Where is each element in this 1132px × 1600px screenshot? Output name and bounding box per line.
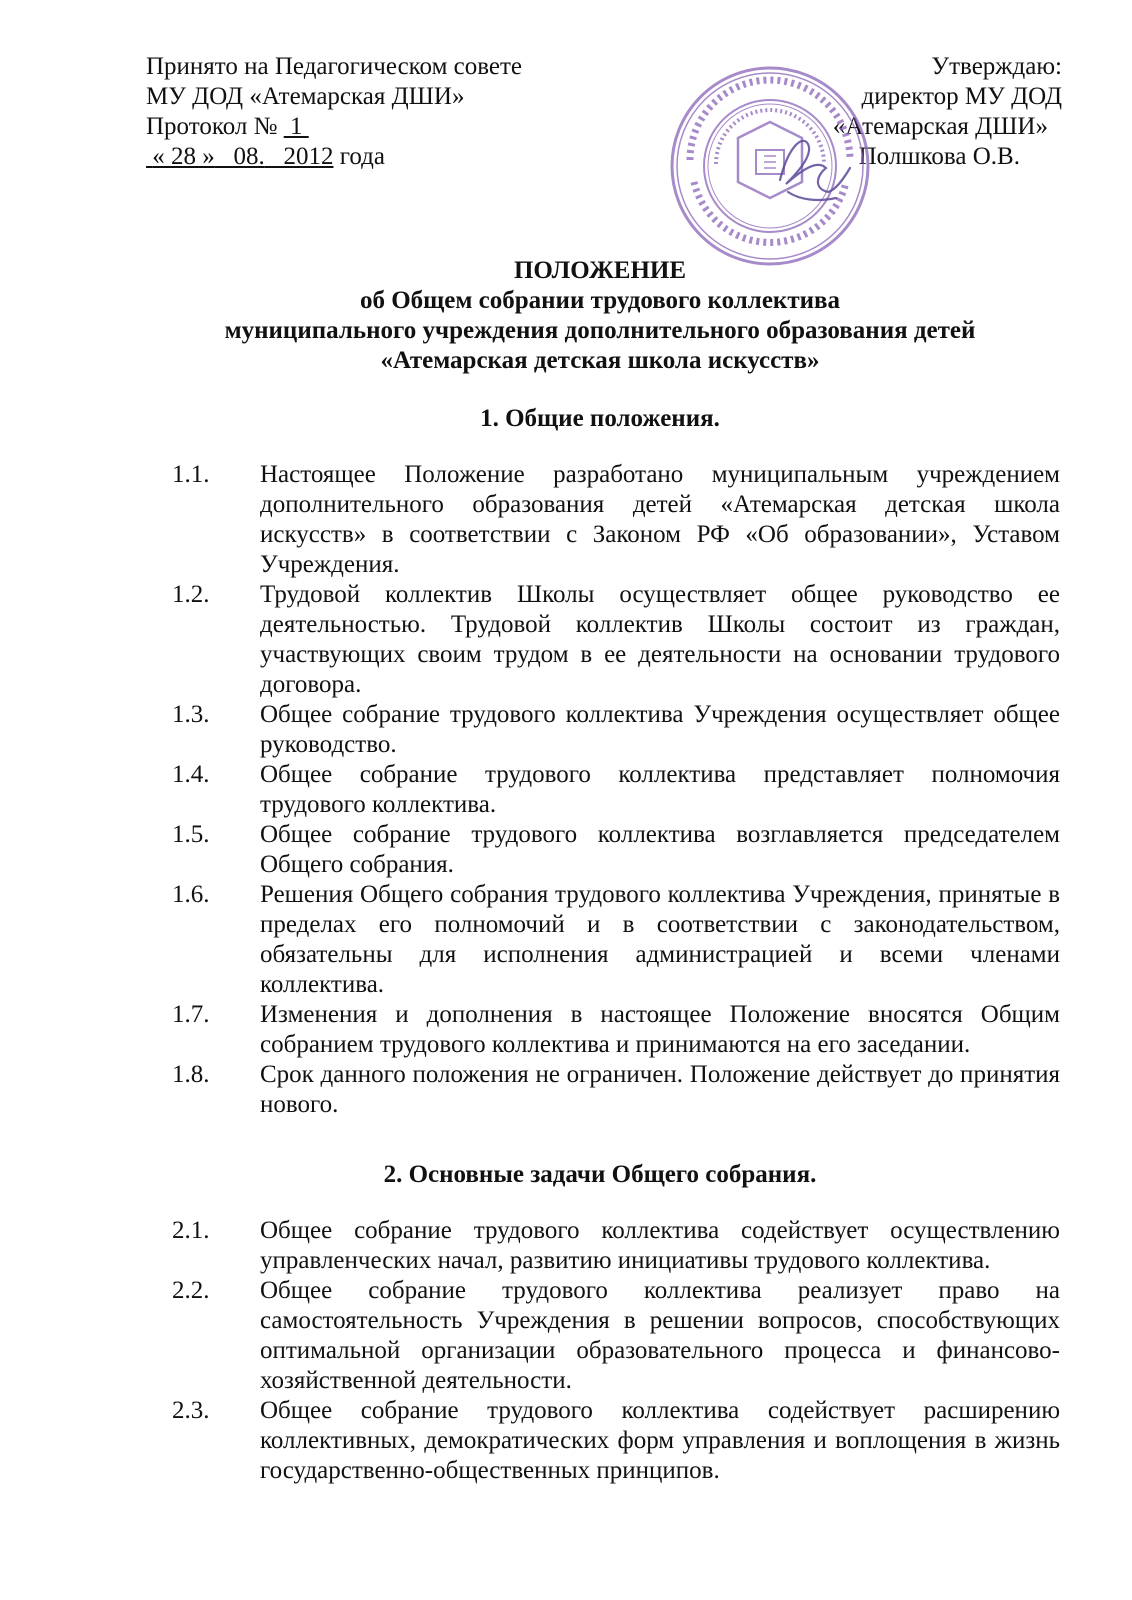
item-text: Изменения и дополнения в настоящее Положение вносятся Общим собранием трудового коллектива и принимаются на его заседании. bbox=[260, 1001, 1060, 1058]
date-day: « 28 » bbox=[152, 143, 215, 170]
item-text: Общее собрание трудового коллектива реализует право на самостоятельность Учреждения в решении вопросов, способствующих оптимальной организации образовательного процесса и финансово-хозяйственной деятельности. bbox=[260, 1277, 1060, 1394]
list-item bbox=[172, 1060, 1060, 1120]
item-number: 2.1. bbox=[172, 1217, 210, 1244]
item-text: Общее собрание трудового коллектива Учреждения осуществляет общее руководство. bbox=[260, 701, 1060, 758]
list-item bbox=[172, 1276, 1060, 1396]
date-line bbox=[146, 142, 522, 172]
item-text: Общее собрание трудового коллектива содействует осуществлению управленческих начал, развитию инициативы трудового коллектива. bbox=[260, 1217, 1060, 1274]
item-text: Общее собрание трудового коллектива содействует расширению коллективных, демократических форм управления и воплощения в жизнь государственно-общественных принципов. bbox=[260, 1397, 1060, 1484]
list-item bbox=[172, 760, 1060, 820]
item-text: Общее собрание трудового коллектива возглавляется председателем Общего собрания. bbox=[260, 821, 1060, 878]
item-text: Настоящее Положение разработано муниципальным учреждением дополнительного образования детей «Атемарская детская школа искусств» в соответствии с Законом РФ «Об образовании», Уставом Учреждения. bbox=[260, 461, 1060, 578]
title-line-3: муниципального учреждения дополнительного образования детей bbox=[224, 317, 976, 344]
document-title bbox=[150, 256, 1050, 376]
director-title: директор МУ ДОД bbox=[861, 83, 1062, 110]
title-line-4: «Атемарская детская школа искусств» bbox=[380, 347, 820, 374]
date-month: 08. bbox=[233, 143, 265, 170]
list-item bbox=[172, 580, 1060, 700]
list-item bbox=[172, 460, 1060, 580]
list-item bbox=[172, 880, 1060, 1000]
item-number: 1.6. bbox=[172, 881, 210, 908]
protocol-number: 1 bbox=[289, 113, 303, 140]
official-seal-icon bbox=[668, 64, 872, 268]
item-text: Трудовой коллектив Школы осуществляет общее руководство ее деятельностью. Трудовой коллектив Школы состоит из граждан, участвующих своим трудом в ее деятельности на основании трудового договора. bbox=[260, 581, 1060, 698]
item-text: Срок данного положения не ограничен. Положение действует до принятия нового. bbox=[260, 1061, 1060, 1118]
item-number: 1.7. bbox=[172, 1001, 210, 1028]
list-item bbox=[172, 1000, 1060, 1060]
list-item bbox=[172, 1396, 1060, 1486]
protocol-label: Протокол № bbox=[146, 113, 278, 140]
item-number: 1.3. bbox=[172, 701, 210, 728]
institution-line: МУ ДОД «Атемарская ДШИ» bbox=[146, 83, 465, 110]
list-item bbox=[172, 820, 1060, 880]
item-number: 2.2. bbox=[172, 1277, 210, 1304]
section-1-list bbox=[172, 460, 1060, 1120]
item-number: 1.2. bbox=[172, 581, 210, 608]
section-2-heading: 2. Основные задачи Общего собрания. bbox=[383, 1161, 817, 1188]
director-institution: «Атемарская ДШИ» bbox=[832, 113, 1048, 140]
section-1-heading: 1. Общие положения. bbox=[480, 405, 720, 432]
list-item bbox=[172, 1216, 1060, 1276]
item-number: 1.8. bbox=[172, 1061, 210, 1088]
date-year: 2012 bbox=[283, 143, 334, 170]
item-number: 2.3. bbox=[172, 1397, 210, 1424]
item-text: Общее собрание трудового коллектива представляет полномочия трудового коллектива. bbox=[260, 761, 1060, 818]
approval-header-left bbox=[146, 52, 522, 172]
date-suffix: года bbox=[339, 143, 385, 170]
item-number: 1.4. bbox=[172, 761, 210, 788]
title-line-2: об Общем собрании трудового коллектива bbox=[359, 287, 841, 314]
item-number: 1.5. bbox=[172, 821, 210, 848]
item-text: Решения Общего собрания трудового коллектива Учреждения, принятые в пределах его полномочий и в соответствии с законодательством, обязательны для исполнения администрацией и всеми членами коллектива. bbox=[260, 881, 1060, 998]
item-number: 1.1. bbox=[172, 461, 210, 488]
approve-label: Утверждаю: bbox=[931, 53, 1062, 80]
title-line-1: ПОЛОЖЕНИЕ bbox=[513, 257, 687, 284]
list-item bbox=[172, 700, 1060, 760]
council-line: Принято на Педагогическом совете bbox=[146, 53, 523, 80]
section-2-list bbox=[172, 1216, 1060, 1486]
date-value bbox=[146, 143, 334, 170]
protocol-line bbox=[146, 112, 522, 142]
director-name: Полшкова О.В. bbox=[858, 143, 1020, 170]
